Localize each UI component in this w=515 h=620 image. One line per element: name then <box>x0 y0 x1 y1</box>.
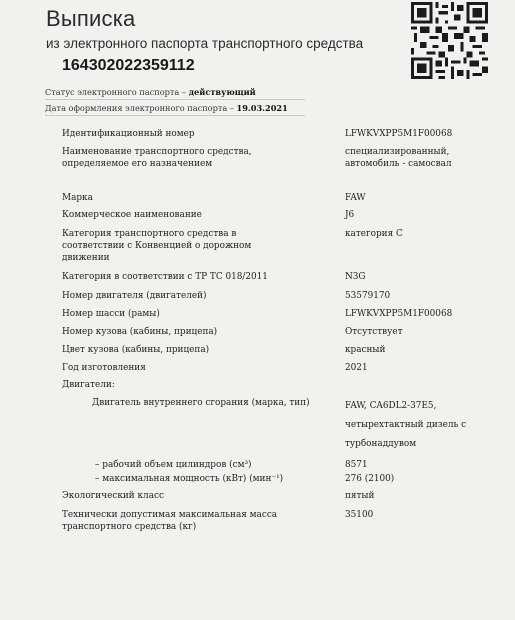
divider <box>45 99 305 100</box>
row-value: J6 <box>345 210 355 220</box>
row-label: Коммерческое наименование <box>62 210 202 220</box>
row-value: Отсутствует <box>345 327 403 337</box>
document-subtitle: из электронного паспорта транспортного средства <box>46 36 364 51</box>
row-value: 276 (2100) <box>345 474 395 484</box>
row-value: 53579170 <box>345 291 391 301</box>
row-label: – рабочий объем цилиндров (см³) <box>95 460 252 470</box>
row-value: категория C <box>345 229 403 239</box>
row-label: Марка <box>62 193 93 203</box>
row-value: LFWKVXPP5M1F00068 <box>345 129 453 139</box>
divider <box>45 115 305 116</box>
date-value: 19.03.2021 <box>236 103 288 113</box>
row-value: N3G <box>345 272 366 282</box>
row-value: FAW <box>345 193 366 203</box>
row-label: – максимальная мощность (кВт) (мин⁻¹) <box>95 474 284 484</box>
row-label: Номер шасси (рамы) <box>62 309 160 319</box>
row-label: Наименование транспортного средства, определяемое его назначением <box>62 147 252 169</box>
date-line <box>45 103 288 113</box>
row-value: 8571 <box>345 460 368 470</box>
qr-code <box>411 2 488 79</box>
row-value: красный <box>345 345 386 355</box>
row-label: Идентификационный номер <box>62 129 195 139</box>
row-value: пятый <box>345 491 375 501</box>
passport-number: 164302022359112 <box>62 57 195 74</box>
row-label: Номер двигателя (двигателей) <box>62 291 207 301</box>
row-label: Номер кузова (кабины, прицепа) <box>62 327 218 337</box>
status-label: Статус электронного паспорта – <box>45 87 189 97</box>
status-value: действующий <box>188 87 256 97</box>
row-label: Экологический класс <box>62 491 164 501</box>
row-label: Год изготовления <box>62 363 146 373</box>
row-value: 2021 <box>345 363 368 373</box>
status-line <box>45 87 256 97</box>
row-label: Категория в соответствии с ТР ТС 018/2011 <box>62 272 268 282</box>
row-value: LFWKVXPP5M1F00068 <box>345 309 453 319</box>
row-value: 35100 <box>345 510 374 520</box>
document-title: Выписка <box>46 6 136 31</box>
row-value: специализированный, автомобиль - самосвал <box>345 147 452 169</box>
row-label: Категория транспортного средства в соответствии с Конвенцией о дорожном движении <box>62 229 252 263</box>
row-label: Цвет кузова (кабины, прицепа) <box>62 345 210 355</box>
row-label: Двигатели: <box>62 380 115 390</box>
row-value: FAW, CA6DL2-37E5, четырехтактный дизель с турбонаддувом <box>345 401 467 449</box>
row-label: Двигатель внутреннего сгорания (марка, тип) <box>92 398 310 408</box>
row-label: Технически допустимая максимальная масса транспортного средства (кг) <box>62 510 278 532</box>
date-label: Дата оформления электронного паспорта – <box>45 103 237 113</box>
